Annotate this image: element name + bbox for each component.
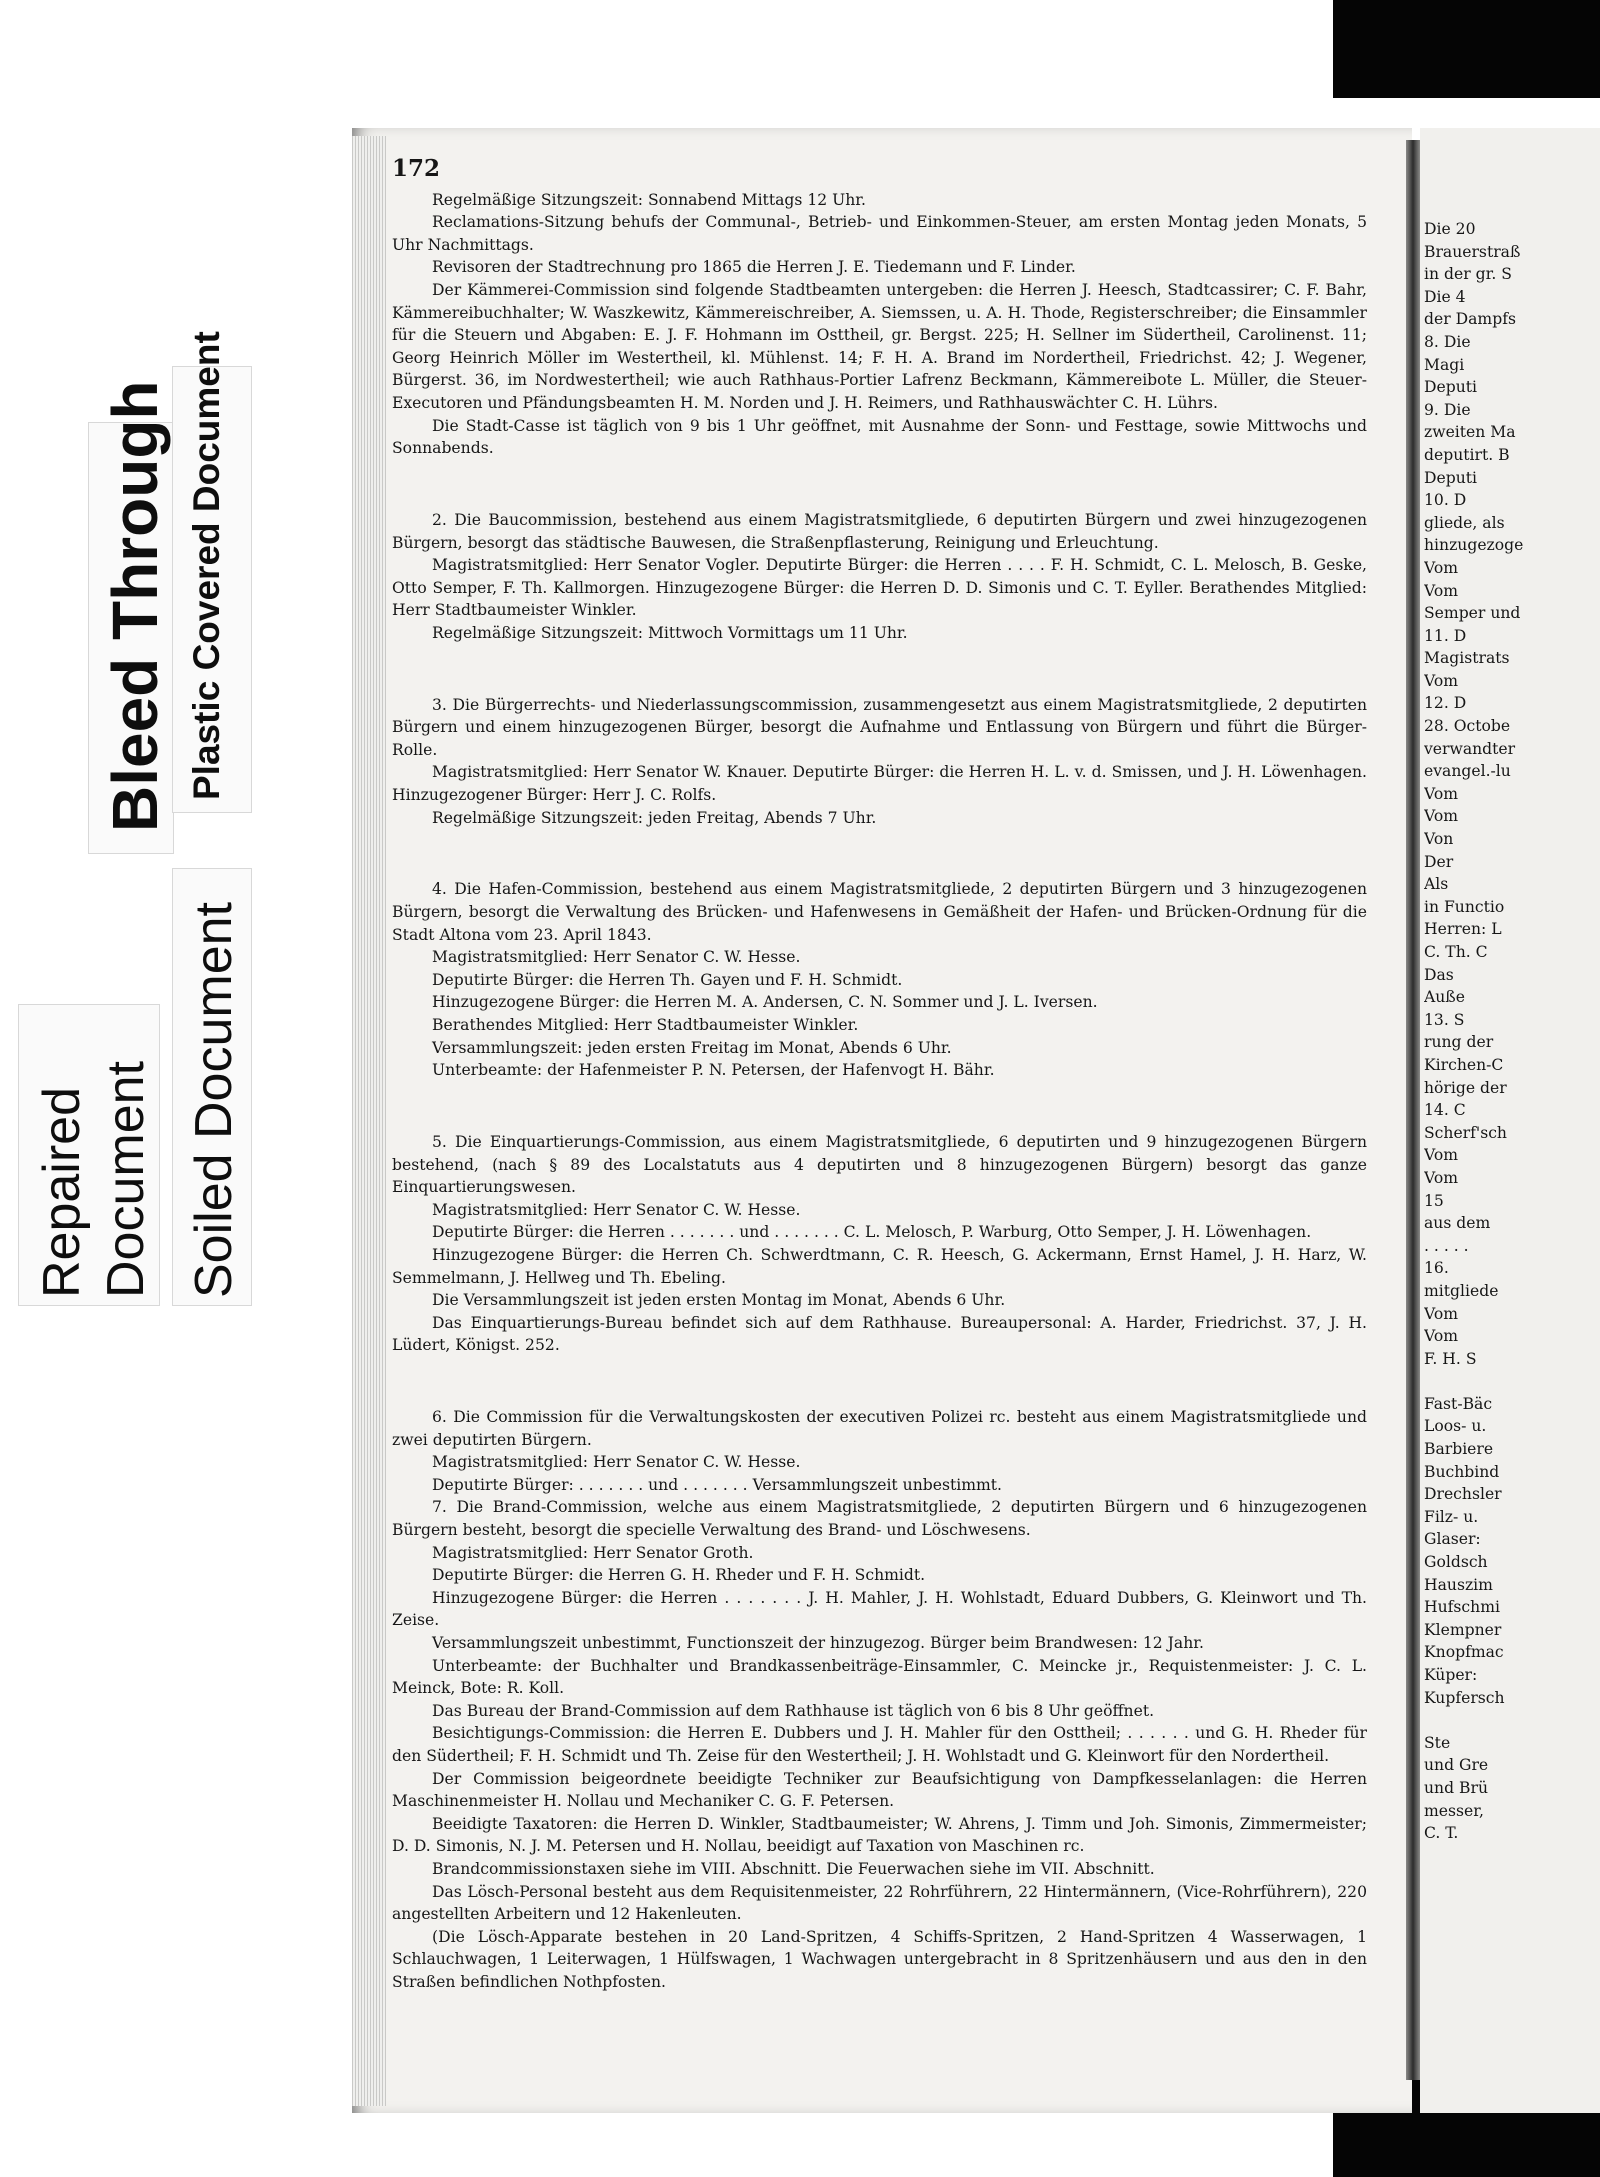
facing-line: der Dampfs [1424, 310, 1516, 329]
facing-line: in Functio [1424, 897, 1505, 916]
facing-line: Glaser: [1424, 1530, 1481, 1549]
paragraph: Die Stadt-Casse ist täglich von 9 bis 1 Uhr geöffnet, mit Ausnahme der Sonn- und Festtage, sowie Mittwochs und Sonnabends. [392, 416, 1367, 458]
facing-line: Buchbind [1424, 1462, 1500, 1481]
book-page [352, 128, 1412, 2113]
paragraph: Magistratsmitglied: Herr Senator C. W. Hesse. [432, 1453, 801, 1472]
facing-line: C. T. [1424, 1824, 1459, 1843]
paragraph: Regelmäßige Sitzungszeit: Sonnabend Mittags 12 Uhr. [432, 190, 867, 209]
paragraph: Beeidigte Taxatoren: die Herren D. Winkler, Stadtbaumeister; W. Ahrens, J. Timm und Joh. Simonis, Zimmermeister; D. D. Simonis, N. J. M. Petersen und H. Nollau, beeidigt auf Taxation von Maschinen rc. [392, 1814, 1367, 1856]
facing-line: Hauszim [1424, 1575, 1493, 1594]
paragraph: 4. Die Hafen-Commission, bestehend aus einem Magistratsmitgliede, 2 deputirten Bürgern und 3 hinzugezogenen Bürgern, besorgt die Verwaltung des Brücken- und Hafenwesens in Gemäßheit der Hafen- und Brücken-Ordnung für die Stadt Altona vom 23. April 1843. [392, 880, 1367, 944]
facing-line: zweiten Ma [1424, 423, 1516, 442]
paragraph: Deputirte Bürger: die Herren . . . . . . . und . . . . . . . C. L. Melosch, P. Warburg, Otto Semper, J. H. Löwenhagen. [432, 1223, 1312, 1242]
facing-line: Ste [1424, 1733, 1451, 1752]
facing-line: Herren: L [1424, 920, 1502, 939]
label-panel [0, 0, 352, 2177]
facing-page-text [1424, 218, 1600, 1845]
facing-line: 14. C [1424, 1101, 1466, 1120]
paragraph: Magistratsmitglied: Herr Senator Groth. [432, 1543, 754, 1562]
paragraph: Regelmäßige Sitzungszeit: Mittwoch Vormittags um 11 Uhr. [432, 623, 908, 642]
facing-line: verwandter [1424, 739, 1516, 758]
facing-line: Vom [1424, 558, 1459, 577]
paragraph-list [392, 189, 1367, 1994]
page-text [392, 155, 1367, 1994]
facing-line: hinzugezoge [1424, 536, 1524, 555]
paragraph: Versammlungszeit: jeden ersten Freitag im Monat, Abends 6 Uhr. [432, 1038, 952, 1057]
facing-line: gliede, als [1424, 513, 1505, 532]
facing-line: 10. D [1424, 491, 1467, 510]
facing-line: Klempner [1424, 1620, 1502, 1639]
facing-line: Fast-Bäc [1424, 1394, 1493, 1413]
paragraph: 2. Die Baucommission, bestehend aus einem Magistratsmitgliede, 6 deputirten Bürgern und zwei hinzugezogenen Bürgern, besorgt das städtische Bauwesen, die Straßenpflasterung, Reinigung und Erleuchtung. [392, 510, 1367, 552]
paragraph: Unterbeamte: der Hafenmeister P. N. Petersen, der Hafenvogt H. Bähr. [432, 1061, 995, 1080]
facing-line: Brauerstraß [1424, 242, 1521, 261]
facing-line: Kupfersch [1424, 1688, 1505, 1707]
facing-line: hörige der [1424, 1078, 1507, 1097]
facing-line: Vom [1424, 807, 1459, 826]
facing-line: Die 20 [1424, 220, 1476, 238]
facing-line: 28. Octobe [1424, 717, 1511, 736]
facing-line: Als [1424, 875, 1449, 894]
facing-line [1424, 1370, 1600, 1393]
facing-line: . . . . . [1424, 1236, 1469, 1255]
bleed-through-label: Bleed Through [99, 380, 171, 832]
facing-line: Kirchen-C [1424, 1055, 1504, 1074]
paragraph: Unterbeamte: der Buchhalter und Brandkassenbeiträge-Einsammler, C. Meincke jr., Requistenmeister: J. C. L. Meinck, Bote: R. Koll. [392, 1656, 1367, 1698]
paragraph: Magistratsmitglied: Herr Senator C. W. Hesse. [432, 1200, 801, 1219]
facing-line: mitgliede [1424, 1281, 1499, 1300]
facing-line: und Brü [1424, 1778, 1488, 1797]
facing-line: messer, [1424, 1801, 1484, 1820]
facing-line: Die 4 [1424, 287, 1466, 306]
facing-line: Das [1424, 965, 1454, 984]
book-gutter [1406, 140, 1420, 2080]
paragraph: Das Einquartierungs-Bureau befindet sich auf dem Rathhause. Bureaupersonal: A. Harder, Friedrichst. 37, J. H. Lüdert, Königst. 252. [392, 1313, 1367, 1355]
facing-line: Von [1424, 830, 1454, 849]
facing-line: Vom [1424, 1327, 1459, 1346]
scanner-bar-top [1333, 0, 1600, 98]
paragraph: Der Kämmerei-Commission sind folgende Stadtbeamten untergeben: die Herren J. Heesch, Stadtcassirer; C. F. Bahr, Kämmereibuchhalter; W. Waszkewitz, Kämmereischreiber, A. Siemssen, u. A. H. Thode, Registerschreiber; die Einsammler für die Steuern und Abgaben: E. J. F. Hohmann im Osttheil, gr. Bergst. 225; H. Sellner im Südertheil, Carolinenst. 11; Georg Heinrich Möller im Westertheil, kl. Mühlenst. 14; F. H. A. Brand im Nordertheil, Friedrichst. 42; J. Wegener, Bürgerst. 36, im Nordwestertheil; wie auch Rathhaus-Portier Lafrenz Beckmann, Kämmereibote L. Müller, die Steuer-Executoren und Pfändungsbeamten H. M. Norden und J. H. Reimers, und Rathhauswächter C. H. Lührs. [392, 280, 1367, 412]
section-gap [392, 1097, 1367, 1115]
paragraph: Deputirte Bürger: die Herren Th. Gayen und F. H. Schmidt. [432, 970, 903, 989]
facing-line: 11. D [1424, 626, 1467, 645]
section-gap [392, 1372, 1367, 1390]
facing-line: Magi [1424, 355, 1465, 374]
paragraph: Deputirte Bürger: die Herren G. H. Rheder und F. H. Schmidt. [432, 1566, 926, 1585]
paragraph: Berathendes Mitglied: Herr Stadtbaumeister Winkler. [432, 1015, 859, 1034]
paragraph: Hinzugezogene Bürger: die Herren . . . . . . . J. H. Mahler, J. H. Wohlstadt, Eduard Dubbers, G. Kleinwort und Th. Zeise. [392, 1588, 1367, 1630]
facing-line: 13. S [1424, 1010, 1465, 1029]
paragraph: Der Commission beigeordnete beeidigte Techniker zur Beaufsichtigung von Dampfkesselanlagen: die Herren Maschinenmeister H. Nollau und Mechaniker C. G. F. Petersen. [392, 1769, 1367, 1811]
facing-line: Vom [1424, 1146, 1459, 1165]
paragraph: Hinzugezogene Bürger: die Herren M. A. Andersen, C. N. Sommer und J. L. Iversen. [432, 993, 1098, 1012]
paragraph: Reclamations-Sitzung behufs der Communal-, Betrieb- und Einkommen-Steuer, am ersten Montag jeden Monats, 5 Uhr Nachmittags. [392, 213, 1367, 254]
facing-line: Scherf'sch [1424, 1123, 1507, 1142]
paragraph: Magistratsmitglied: Herr Senator Vogler. Deputirte Bürger: die Herren . . . . F. H. Schmidt, C. L. Melosch, B. Geske, Otto Semper, F. Th. Kallmorgen. Hinzugezogene Bürger: die Herren D. D. Simonis und C. T. Eyller. Berathendes Mitglied: Herr Stadtbaumeister Winkler. [392, 556, 1367, 620]
soiled-label: Soiled Document [185, 902, 243, 1298]
facing-line: Auße [1424, 988, 1465, 1007]
facing-line: 15 [1424, 1191, 1444, 1210]
facing-line: Vom [1424, 784, 1459, 803]
facing-line: C. Th. C [1424, 943, 1488, 961]
facing-line [1424, 1709, 1600, 1732]
repaired-label: Repaired Document [33, 1061, 155, 1298]
facing-line: aus dem [1424, 1214, 1491, 1233]
facing-line: Hufschmi [1424, 1598, 1500, 1617]
paragraph: 6. Die Commission für die Verwaltungskosten der executiven Polizei rc. besteht aus einem Magistratsmitgliede und zwei deputirten Bürgern. [392, 1408, 1367, 1449]
facing-line: deputirt. B [1424, 445, 1510, 464]
facing-line: evangel.-lu [1424, 762, 1511, 781]
plastic-covered-label: Plastic Covered Document [186, 331, 227, 800]
paragraph: Magistratsmitglied: Herr Senator C. W. Hesse. [432, 948, 801, 967]
paragraph: Hinzugezogene Bürger: die Herren Ch. Schwerdtmann, C. R. Heesch, G. Ackermann, Ernst Hamel, J. H. Harz, W. Semmelmann, J. Hellweg und Th. Ebeling. [392, 1245, 1367, 1287]
facing-line: Deputi [1424, 468, 1478, 487]
paragraph: Brandcommissionstaxen siehe im VIII. Abschnitt. Die Feuerwachen siehe im VII. Abschnitt. [432, 1859, 1155, 1878]
facing-line: Knopfmac [1424, 1643, 1504, 1662]
paragraph: 5. Die Einquartierungs-Commission, aus einem Magistratsmitgliede, 6 deputirten und 9 hinzugezogenen Bürgern bestehend, (nach § 89 des Localstatuts aus 4 deputirten und 8 hinzugezogenen Bürgern) besorgt das ganze Einquartierungswesen. [392, 1132, 1367, 1197]
facing-line: 8. Die [1424, 332, 1471, 351]
facing-line: Loos- u. [1424, 1417, 1487, 1436]
facing-line: in der gr. S [1424, 265, 1512, 284]
facing-line: Barbiere [1424, 1440, 1494, 1459]
page-number: 172 [392, 155, 441, 182]
facing-line: Filz- u. [1424, 1507, 1479, 1526]
facing-line: und Gre [1424, 1756, 1489, 1775]
facing-line: Vom [1424, 581, 1459, 600]
section-gap [392, 845, 1367, 863]
paragraph: Deputirte Bürger: . . . . . . . und . . . . . . . Versammlungszeit unbestimmt. [432, 1475, 1003, 1494]
facing-line: 9. Die [1424, 400, 1471, 419]
paragraph: Regelmäßige Sitzungszeit: jeden Freitag, Abends 7 Uhr. [432, 808, 877, 827]
facing-line: Vom [1424, 1304, 1459, 1323]
facing-line: Vom [1424, 671, 1459, 690]
section-gap [392, 660, 1367, 678]
facing-line: 12. D [1424, 694, 1467, 713]
facing-line: rung der [1424, 1033, 1494, 1052]
paragraph: 7. Die Brand-Commission, welche aus einem Magistratsmitgliede, 2 deputirten Bürgern und 6 hinzugezogenen Bürgern besteht, besorgt die specielle Verwaltung des Brand- und Löschwesens. [392, 1498, 1367, 1540]
paragraph: Magistratsmitglied: Herr Senator W. Knauer. Deputirte Bürger: die Herren H. L. v. d. Smissen, und J. H. Löwenhagen. Hinzugezogener Bürger: Herr J. C. Rolfs. [392, 763, 1367, 805]
facing-line: Küper: [1424, 1666, 1478, 1684]
paragraph: Versammlungszeit unbestimmt, Functionszeit der hinzugezog. Bürger beim Brandwesen: 12 Jahr. [432, 1634, 1204, 1652]
facing-line: Semper und [1424, 604, 1521, 623]
facing-line: Vom [1424, 1168, 1459, 1187]
facing-line: 16. [1424, 1259, 1449, 1278]
facing-page [1420, 128, 1600, 2113]
page-edges [352, 136, 386, 2106]
paragraph: Das Bureau der Brand-Commission auf dem Rathhause ist täglich von 6 bis 8 Uhr geöffnet. [432, 1701, 1155, 1720]
paragraph: Das Lösch-Personal besteht aus dem Requisitenmeister, 22 Rohrführern, 22 Hintermännern, (Vice-Rohrführern), 220 angestellten Arbeitern und 12 Hakenleuten. [392, 1882, 1367, 1924]
paragraph: Die Versammlungszeit ist jeden ersten Montag im Monat, Abends 6 Uhr. [432, 1291, 1006, 1310]
paragraph: Revisoren der Stadtrechnung pro 1865 die Herren J. E. Tiedemann und F. Linder. [432, 258, 1076, 277]
paragraph: (Die Lösch-Apparate bestehen in 20 Land-Spritzen, 4 Schiffs-Spritzen, 2 Hand-Spritzen 4 Wasserwagen, 1 Schlauchwagen, 1 Leiterwagen, 1 Hülfswagen, 1 Wachwagen untergebracht in 8 Spritzenhäusern und aus den in den Straßen befindlichen Nothpfosten. [392, 1927, 1367, 1991]
facing-line: Goldsch [1424, 1553, 1488, 1572]
facing-line: Deputi [1424, 378, 1478, 397]
facing-line: Der [1424, 852, 1454, 871]
section-gap [392, 475, 1367, 493]
paragraph: 3. Die Bürgerrechts- und Niederlassungscommission, zusammengesetzt aus einem Magistratsmitgliede, 2 deputirten Bürgern und einem hinzugezogenen Bürger, besorgt die Aufnahme und Entlassung von Bürgern und führt die Bürger-Rolle. [392, 695, 1367, 759]
facing-line: F. H. S [1424, 1349, 1477, 1368]
facing-line: Drechsler [1424, 1485, 1502, 1504]
paragraph: Besichtigungs-Commission: die Herren E. Dubbers und J. H. Mahler für den Osttheil; . . . . . . und G. H. Rheder für den Südertheil; F. H. Schmidt und Th. Zeise für den Westertheil; J. H. Wohlstadt und G. Kleinwort für den Nordertheil. [392, 1724, 1367, 1765]
facing-line: Magistrats [1424, 649, 1510, 668]
